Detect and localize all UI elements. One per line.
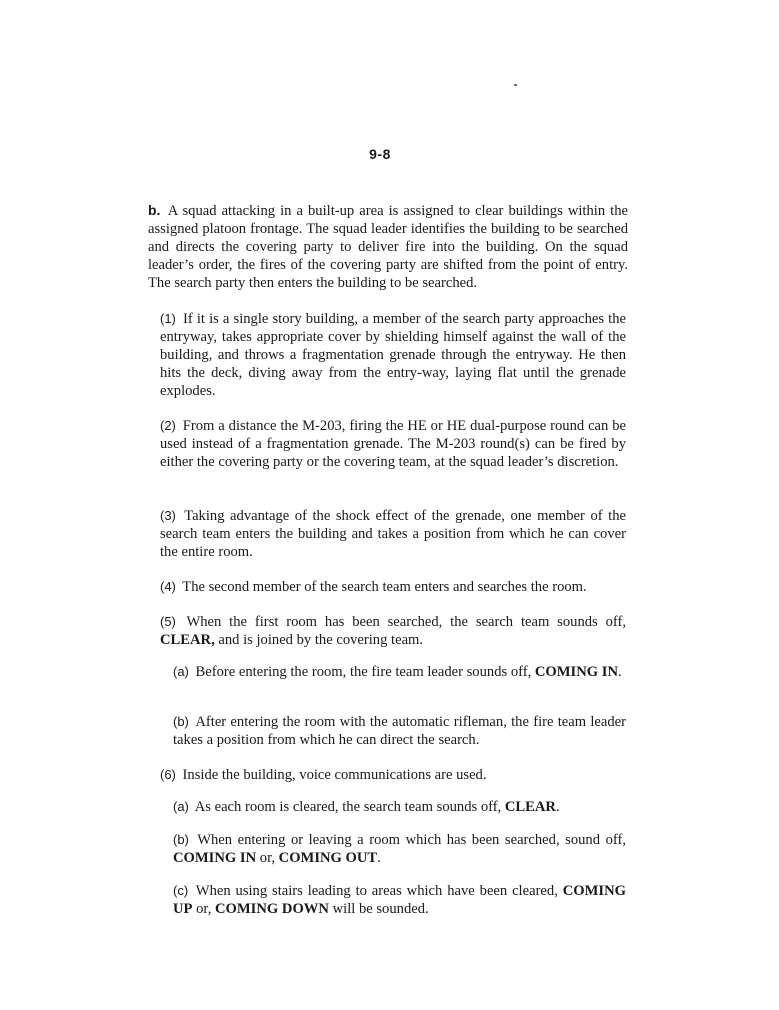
item-5a [173, 663, 626, 681]
item-text: If it is a single story building, a member of the search party approaches the entryway, takes appropriate cover by shielding himself against the wall of the building, and throws a fragmentation grenade through the entryway. He then hits the deck, diving away from the entry-way, laying flat until the grenade explodes. [160, 311, 626, 399]
item-text: When entering or leaving a room which has been searched, sound off, [197, 832, 626, 848]
item-text: After entering the room with the automatic rifleman, the fire team leader takes a position from which he can direct the search. [173, 714, 627, 748]
paragraph-text: A squad attacking in a built-up area is assigned to clear buildings within the assigned platoon frontage. The squad leader identifies the building to be searched and directs the covering party to deliver fire into the building. On the squad leader’s order, the fires of the covering party are shifted from the point of entry. The search party then enters the building to be searched. [148, 203, 628, 291]
page-number: 9-8 [369, 146, 391, 162]
item-label: (a) [173, 664, 189, 679]
clear-keyword: CLEAR [504, 799, 556, 815]
item-label: (1) [160, 311, 176, 326]
item-label: (4) [160, 579, 176, 594]
item-6a [173, 798, 626, 816]
item-4 [160, 578, 630, 596]
item-text: Before entering the room, the fire team leader sounds off, [195, 664, 532, 680]
item-label: (5) [160, 614, 176, 629]
item-text: When the first room has been searched, the search team sounds off, [186, 614, 626, 630]
item-label: (c) [173, 883, 189, 898]
item-text: As each room is cleared, the search team sounds off, [194, 799, 502, 815]
item-label: (b) [173, 714, 189, 729]
item-6 [160, 766, 626, 784]
item-label: (3) [160, 508, 176, 523]
coming-in-keyword: COMING IN [173, 850, 257, 866]
clear-keyword: CLEAR, [160, 632, 215, 648]
item-text: or, [196, 901, 212, 917]
coming-out-keyword: COMING OUT [278, 850, 378, 866]
coming-in-keyword: COMING IN [534, 664, 618, 680]
item-text: or, [259, 850, 275, 866]
item-3 [160, 507, 626, 561]
item-text: . [617, 664, 622, 680]
scan-speck [514, 84, 517, 86]
item-text: Inside the building, voice communications are used. [182, 767, 487, 783]
paragraph-label: b. [148, 202, 161, 218]
item-5 [160, 613, 626, 649]
item-5b [173, 713, 626, 749]
item-text: Taking advantage of the shock effect of the grenade, one member of the search team enters the building and takes a position from which he can cover the entire room. [160, 508, 626, 560]
item-2 [160, 417, 626, 471]
item-label: (b) [173, 832, 189, 847]
item-label: (2) [160, 418, 176, 433]
item-text: When using stairs leading to areas which have been cleared, [195, 883, 558, 899]
item-text: . [377, 850, 381, 866]
item-label: (a) [173, 799, 189, 814]
item-text: The second member of the search team enters and searches the room. [182, 579, 587, 595]
item-6c [173, 882, 626, 918]
item-text: From a distance the M-203, firing the HE or HE dual-purpose round can be used instead of a fragmentation grenade. The M-203 round(s) can be fired by either the covering party or the covering team, at the squad leader’s discretion. [160, 418, 626, 470]
item-text: . [555, 799, 560, 815]
item-label: (6) [160, 767, 176, 782]
item-text: will be sounded. [332, 901, 429, 917]
coming-up-keyword: COMING UP [173, 883, 626, 917]
paragraph-b [148, 201, 628, 292]
item-text: and is joined by the covering team. [218, 632, 424, 648]
item-6b [173, 831, 626, 867]
item-1 [160, 310, 626, 400]
coming-down-keyword: COMING DOWN [215, 901, 329, 917]
